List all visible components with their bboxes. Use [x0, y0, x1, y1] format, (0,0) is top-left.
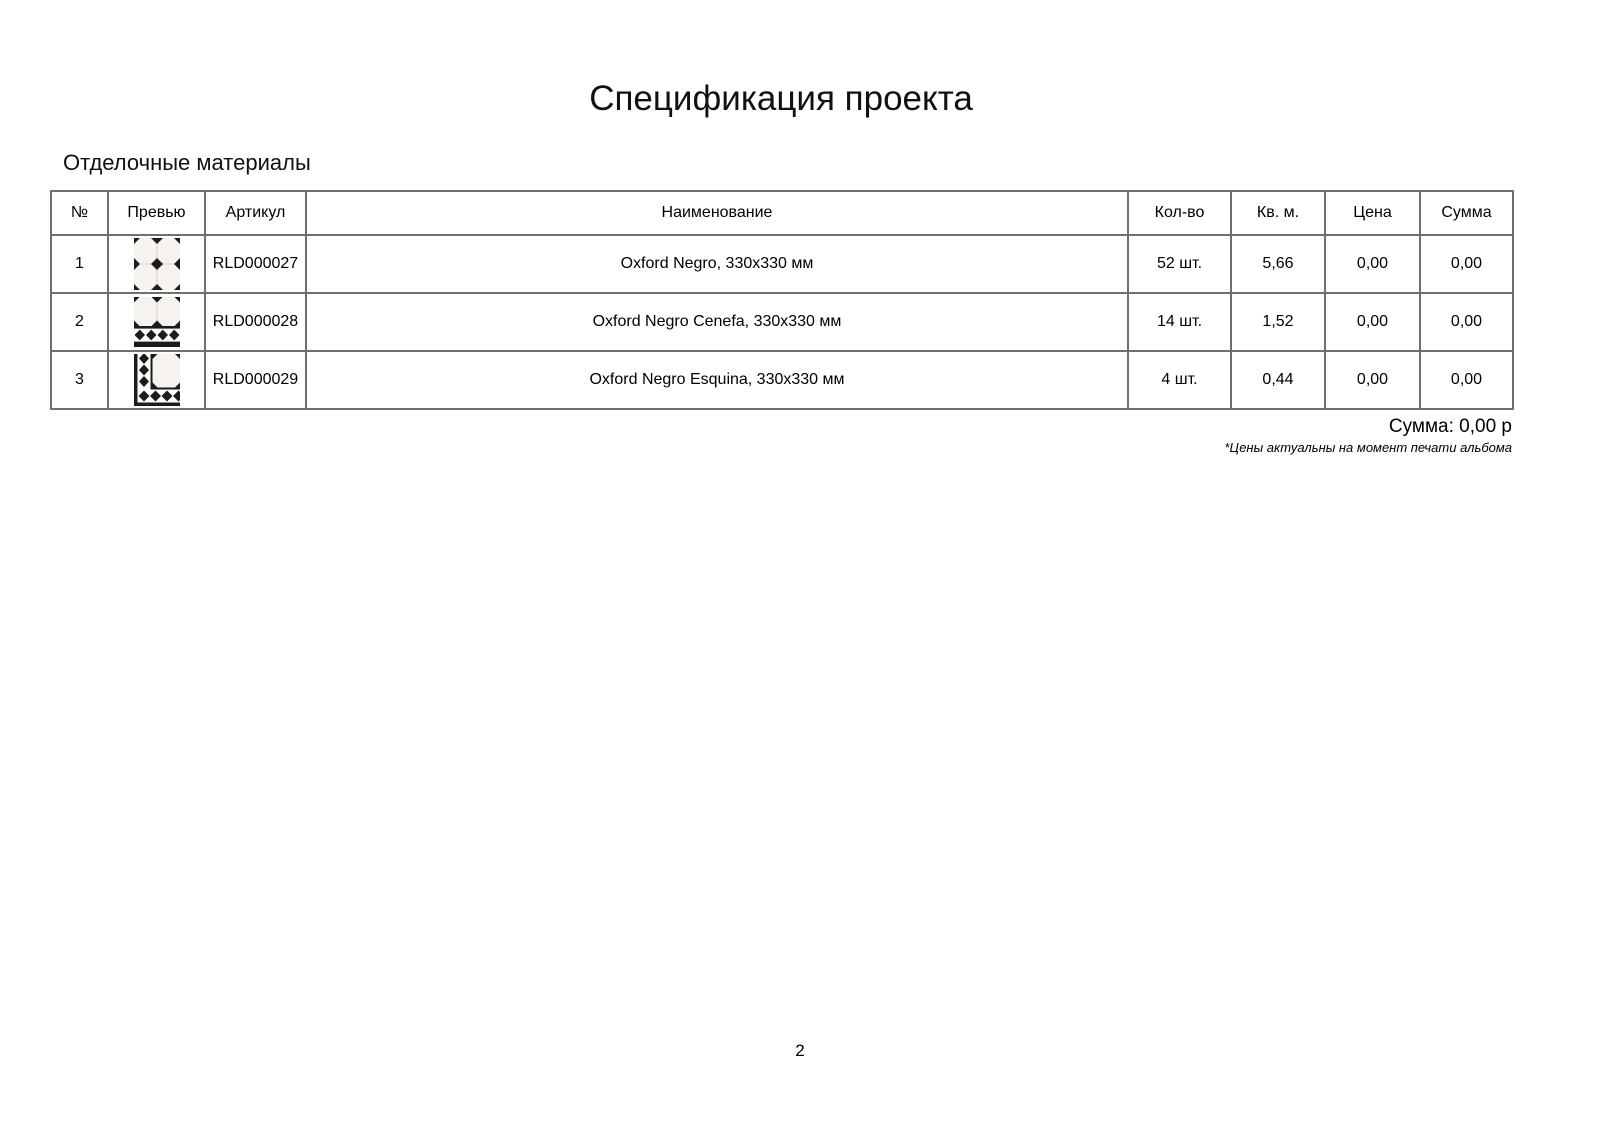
header-price: Цена [1325, 191, 1420, 235]
table-row [51, 235, 1513, 293]
row-qty: 4 шт. [1128, 351, 1231, 409]
row-qty: 52 шт. [1128, 235, 1231, 293]
row-name: Oxford Negro, 330x330 мм [306, 235, 1128, 293]
page-title: Спецификация проекта [589, 79, 973, 118]
header-sum: Сумма [1420, 191, 1513, 235]
row-preview-cell [108, 293, 205, 351]
row-preview-cell [108, 235, 205, 293]
row-num: 2 [51, 293, 108, 351]
row-price-sqm: 0,44 [1231, 351, 1325, 409]
table-row [51, 351, 1513, 409]
materials-table [50, 190, 1514, 410]
header-qty: Кол-во [1128, 191, 1231, 235]
table-row [51, 293, 1513, 351]
row-price: 0,00 [1325, 351, 1420, 409]
row-sum: 0,00 [1420, 235, 1513, 293]
row-price: 0,00 [1325, 235, 1420, 293]
header-preview: Превью [108, 191, 205, 235]
row-price: 0,00 [1325, 293, 1420, 351]
row-article: RLD000028 [205, 293, 306, 351]
row-name: Oxford Negro Cenefa, 330x330 мм [306, 293, 1128, 351]
row-preview-cell [108, 351, 205, 409]
row-article: RLD000027 [205, 235, 306, 293]
row-name: Oxford Negro Esquina, 330x330 мм [306, 351, 1128, 409]
oxford-negro-tile-icon [134, 238, 180, 290]
row-sqm: 1,52 [1231, 293, 1325, 351]
row-qty: 14 шт. [1128, 293, 1231, 351]
header-sqm: Кв. м. [1231, 191, 1325, 235]
total-sum: Сумма: 0,00 р [1388, 416, 1512, 437]
price-footnote: *Цены актуальны на момент печати альбома [1224, 440, 1512, 455]
section-heading: Отделочные материалы [63, 150, 311, 175]
row-num: 3 [51, 351, 108, 409]
header-num: № [51, 191, 108, 235]
row-sqm: 5,66 [1231, 235, 1325, 293]
row-article: RLD000029 [205, 351, 306, 409]
header-name: Наименование [306, 191, 1128, 235]
row-num: 1 [51, 235, 108, 293]
row-sum: 0,00 [1420, 293, 1513, 351]
page-number: 2 [795, 1041, 805, 1060]
row-sum: 0,00 [1420, 351, 1513, 409]
header-article: Артикул [205, 191, 306, 235]
oxford-negro-esquina-tile-icon [134, 354, 180, 406]
oxford-negro-cenefa-tile-icon [134, 297, 180, 347]
table-header-row [51, 191, 1513, 235]
